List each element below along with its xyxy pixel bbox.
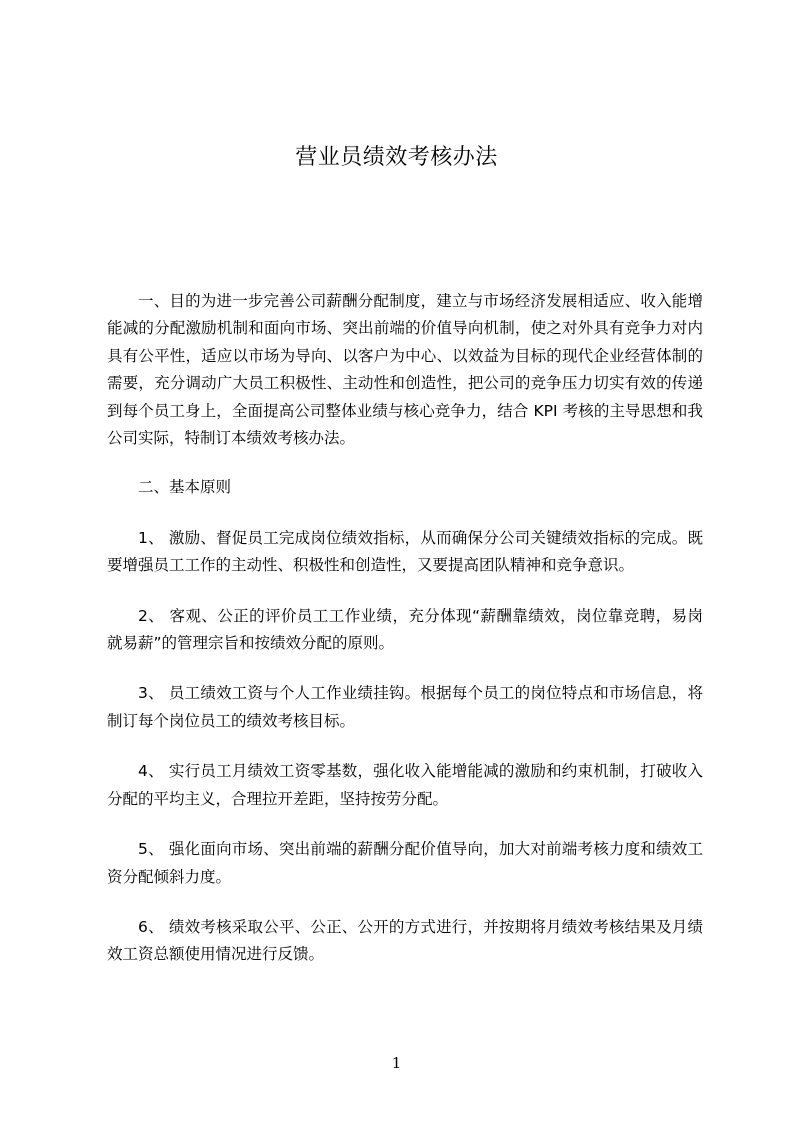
page-number: 1 <box>391 1054 402 1072</box>
principle-item-6: 6、 绩效考核采取公平、公正、公开的方式进行，并按期将月绩效考核结果及月绩效工资总额使用情况进行反馈。 <box>107 917 703 964</box>
intro-paragraph: 一、目的为进一步完善公司薪酬分配制度，建立与市场经济发展相适应、收入能增能减的分配激励机制和面向市场、突出前端的价值导向机制，使之对外具有竞争力对内具有公平性，适应以市场为导向、以客户为中心、以效益为目标的现代企业经营体制的需要，充分调动广大员工积极性、主动性和创造性，把公司的竞争压力切实有效的传递到每个员工身上，全面提高公司整体业绩与核心竞争力，结合 KPI 考核的主导思想和我公司实际，特制订本绩效考核办法。 <box>107 292 703 448</box>
principle-item-3: 3、 员工绩效工资与个人工作业绩挂钩。根据每个员工的岗位特点和市场信息，将制订每个岗位员工的绩效考核目标。 <box>107 684 703 730</box>
document-body <box>107 288 703 969</box>
principle-item-4: 4、 实行员工月绩效工资零基数，强化收入能增能减的激励和约束机制，打破收入分配的平均主义，合理拉开差距，坚持按劳分配。 <box>107 762 703 808</box>
section-heading: 二、基本原则 <box>138 478 232 497</box>
principle-item-1: 1、 激励、督促员工完成岗位绩效指标，从而确保分公司关键绩效指标的完成。既要增强员工工作的主动性、积极性和创造性，又要提高团队精神和竞争意识。 <box>107 528 703 575</box>
principle-item-5: 5、 强化面向市场、突出前端的薪酬分配价值导向，加大对前端考核力度和绩效工资分配倾斜力度。 <box>107 840 703 886</box>
document-title: 营业员绩效考核办法 <box>295 145 498 170</box>
principle-item-2: 2、 客观、公正的评价员工工作业绩，充分体现“薪酬靠绩效，岗位靠竞聘，易岗就易薪”的管理宗旨和按绩效分配的原则。 <box>107 606 703 653</box>
